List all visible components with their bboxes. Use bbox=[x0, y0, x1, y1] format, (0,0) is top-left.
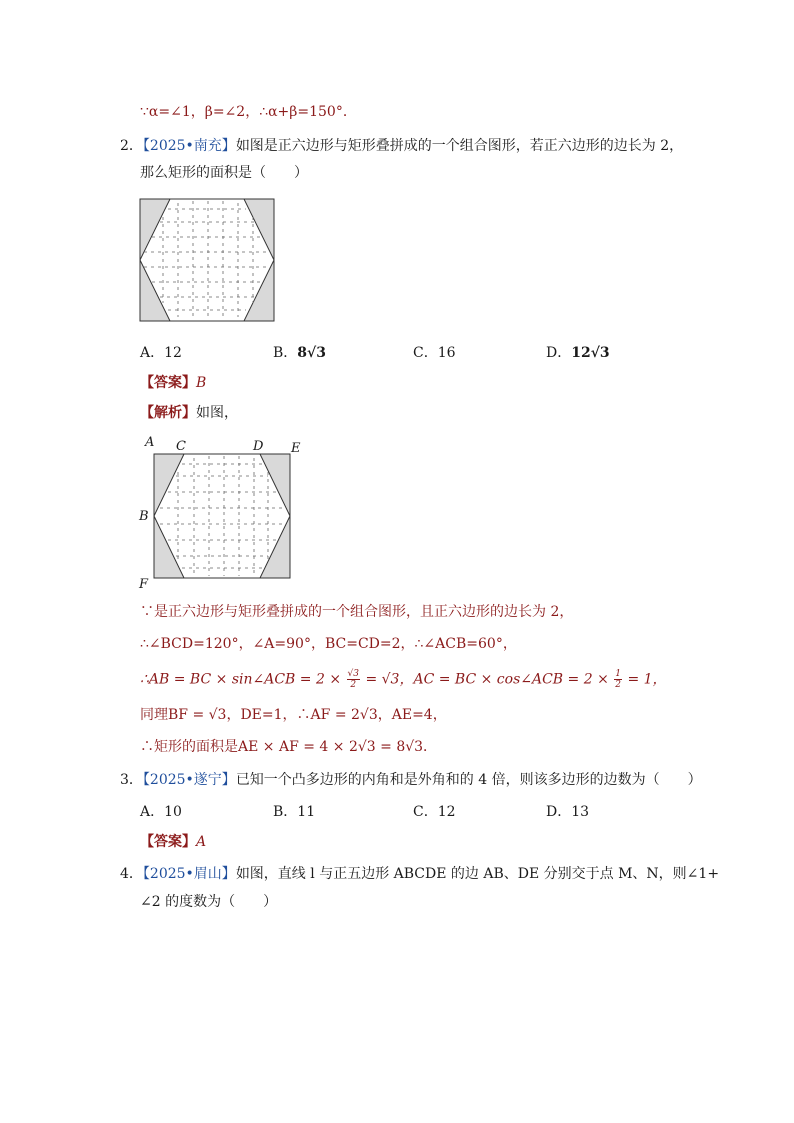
figure-labeled-hexagon bbox=[138, 432, 308, 592]
label-C: C bbox=[176, 439, 186, 454]
option-d: D．12√3 bbox=[546, 345, 610, 361]
question-text: 如图是正六边形与矩形叠拼成的一个组合图形，若正六边形的边长为 2， bbox=[235, 138, 684, 154]
solution-step-1: ∵是正六边形与矩形叠拼成的一个组合图形，且正六边形的边长为 2， bbox=[140, 604, 574, 620]
answer-tag: 【答案】 bbox=[140, 375, 196, 391]
question-number: 3． bbox=[120, 772, 143, 788]
label-B: B bbox=[139, 509, 149, 524]
question-2-stem-cont: 那么矩形的面积是（ ） bbox=[140, 165, 308, 181]
answer-value: B bbox=[196, 375, 207, 391]
source-tag: 【2025•遂宁】 bbox=[142, 772, 236, 788]
label-E: E bbox=[291, 441, 301, 456]
q3-option-b: B．11 bbox=[273, 804, 316, 820]
q3-option-a: A．10 bbox=[140, 804, 182, 820]
solution-step-2: ∴∠BCD=120°，∠A=90°，BC=CD=2，∴∠ACB=60°， bbox=[140, 636, 517, 652]
source-tag: 【2025•眉山】 bbox=[142, 866, 236, 882]
q3-option-c: C．12 bbox=[413, 804, 456, 820]
label-D: D bbox=[253, 439, 264, 454]
analysis-text: 如图， bbox=[196, 405, 238, 421]
question-number: 2． bbox=[120, 138, 143, 154]
option-c: C．16 bbox=[413, 345, 456, 361]
answer-line bbox=[140, 373, 206, 393]
question-4-stem-cont: ∠2 的度数为（ ） bbox=[140, 894, 278, 910]
analysis-line bbox=[140, 403, 238, 423]
label-A: A bbox=[145, 435, 155, 450]
q3-option-d: D．13 bbox=[546, 804, 590, 820]
option-b: B．8√3 bbox=[273, 345, 326, 361]
analysis-tag: 【解析】 bbox=[140, 405, 196, 421]
figure-hexagon-rectangle bbox=[138, 197, 278, 325]
solution-step-4: 同理BF = √3，DE=1，∴AF = 2√3，AE=4， bbox=[140, 707, 447, 723]
question-2-stem bbox=[120, 136, 683, 156]
solution-step-3: ∴AB = BC × sin∠ACB = 2 × $\frac{√3}{2}$ = √3，AC = BC × cos∠ACB = 2 × $\frac{1}{2}$ = 1， bbox=[140, 669, 667, 690]
q3-answer-line bbox=[140, 832, 206, 852]
question-4-stem bbox=[120, 864, 719, 884]
answer-value: A bbox=[196, 834, 207, 850]
question-3-stem bbox=[120, 770, 702, 790]
question-number: 4． bbox=[120, 866, 143, 882]
question-text: 如图，直线 l 与正五边形 ABCDE 的边 AB、DE 分别交于点 M、N，则∠1+ bbox=[235, 866, 720, 882]
option-a: A．12 bbox=[140, 345, 182, 361]
prev-solution-line: ∵α=∠1，β=∠2，∴α+β=150°． bbox=[140, 104, 357, 120]
source-tag: 【2025•南充】 bbox=[142, 138, 236, 154]
label-F: F bbox=[139, 577, 149, 592]
answer-tag: 【答案】 bbox=[140, 834, 196, 850]
question-text: 已知一个凸多边形的内角和是外角和的 4 倍，则该多边形的边数为（ ） bbox=[235, 772, 702, 788]
solution-step-5: ∴矩形的面积是AE × AF = 4 × 2√3 = 8√3． bbox=[140, 739, 438, 755]
